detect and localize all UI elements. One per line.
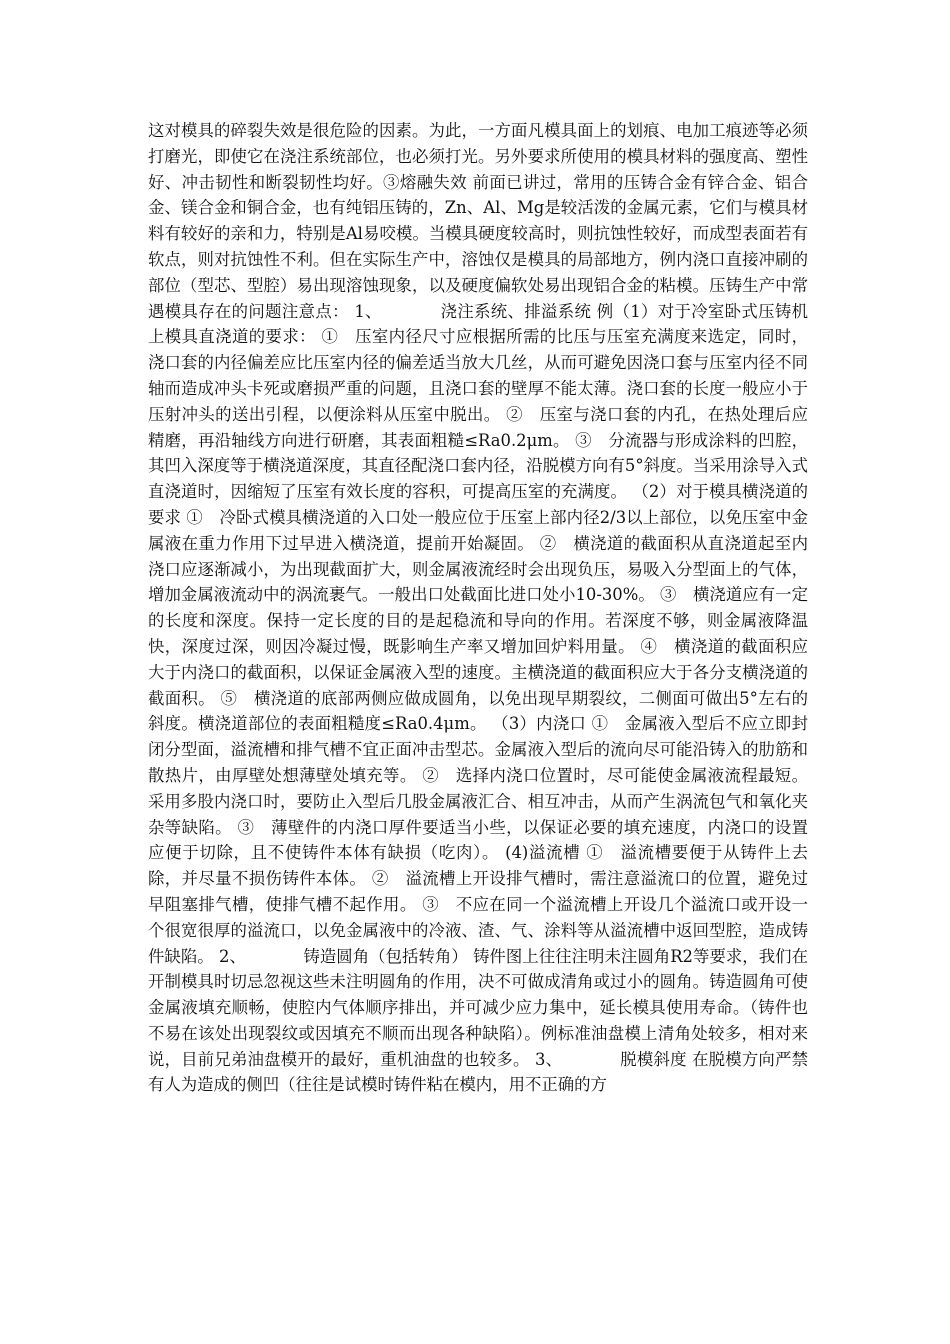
body-paragraph: 这对模具的碎裂失效是很危险的因素。为此，一方面凡模具面上的划痕、电加工痕迹等必须打磨光，即使它在浇注系统部位，也必须打光。另外要求所使用的模具材料的强度高、塑性好、冲击韧性和断裂韧性均好。③熔融失效 前面已讲过，常用的压铸合金有锌合金、铝合金、镁合金和铜合金，也有纯铝压铸的，Zn、Al、Mg是较活泼的金属元素，它们与模具材料有较好的亲和力，特别是Al易咬模。当模具硬度较高时，则抗蚀性较好，而成型表面若有软点，则对抗蚀性不利。但在实际生产中，溶蚀仅是模具的局部地方，例内浇口直接冲刷的部位（型芯、型腔）易出现溶蚀现象，以及硬度偏软处易出现铝合金的粘模。压铸生产中常遇模具存在的问题注意点： 1、 浇注系统、排溢系统 例（1）对于冷室卧式压铸机上模具直浇道的要求： ① 压室内径尺寸应根据所需的比压与压室充满度来选定，同时，浇口套的内径偏差应比压室内径的偏差适当放大几丝，从而可避免因浇口套与压室内径不同轴而造成冲头卡死或磨损严重的问题，且浇口套的壁厚不能太薄。浇口套的长度一般应小于压射冲头的送出引程，以便涂料从压室中脱出。 ② 压室与浇口套的内孔，在热处理后应精磨，再沿轴线方向进行研磨，其表面粗糙≤Ra0.2μm。 ③ 分流器与形成涂料的凹腔，其凹入深度等于横浇道深度，其直径配浇口套内径，沿脱模方向有5°斜度。当采用涂导入式直浇道时，因缩短了压室有效长度的容积，可提高压室的充满度。 （2）对于模具横浇道的要求 ① 冷卧式模具横浇道的入口处一般应位于压室上部内径2/3以上部位，以免压室中金属液在重力作用下过早进入横浇道，提前开始凝固。 ② 横浇道的截面积从直浇道起至内浇口应逐渐减小，为出现截面扩大，则金属液流经时会出现负压，易吸入分型面上的气体，增加金属液流动中的涡流裹气。一般出口处截面比进口处小10-30%。 ③ 横浇道应有一定的长度和深度。保持一定长度的目的是起稳流和导向的作用。若深度不够，则金属液降温快，深度过深，则因冷凝过慢，既影响生产率又增加回炉料用量。 ④ 横浇道的截面积应大于内浇口的截面积，以保证金属液入型的速度。主横浇道的截面积应大于各分支横浇道的截面积。 ⑤ 横浇道的底部两侧应做成圆角，以免出现早期裂纹，二侧面可做出5°左右的斜度。横浇道部位的表面粗糙度≤Ra0.4μm。 （3）内浇口 ① 金属液入型后不应立即封闭分型面，溢流槽和排气槽不宜正面冲击型芯。金属液入型后的流向尽可能沿铸入的肋筋和散热片，由厚壁处想薄壁处填充等。 ② 选择内浇口位置时，尽可能使金属液流程最短。采用多股内浇口时，要防止入型后几股金属液汇合、相互冲击，从而产生涡流包气和氧化夹杂等缺陷。 ③ 薄壁件的内浇口厚件要适当小些，以保证必要的填充速度，内浇口的设置应便于切除，且不使铸件本体有缺损（吃肉）。 (4)溢流槽 ① 溢流槽要便于从铸件上去除，并尽量不损伤铸件本体。 ② 溢流槽上开设排气槽时，需注意溢流口的位置，避免过早阻塞排气槽，使排气槽不起作用。 ③ 不应在同一个溢流槽上开设几个溢流口或开设一个很宽很厚的溢流口，以免金属液中的冷液、渣、气、涂料等从溢流槽中返回型腔，造成铸件缺陷。 2、 铸造圆角（包括转角） 铸件图上往往注明未注圆角R2等要求，我们在开制模具时切忌忽视这些未注明圆角的作用，决不可做成清角或过小的圆角。铸造圆角可使金属液填充顺畅，使腔内气体顺序排出，并可减少应力集中，延长模具使用寿命。（铸件也不易在该处出现裂纹或因填充不顺而出现各种缺陷）。例标准油盘模上清角处较多，相对来说，目前兄弟油盘模开的最好，重机油盘的也较多。 3、 脱模斜度 在脱模方向严禁有人为造成的侧凹（往往是试模时铸件粘在模内，用不正确的方 bbox=[148, 121, 808, 1095]
